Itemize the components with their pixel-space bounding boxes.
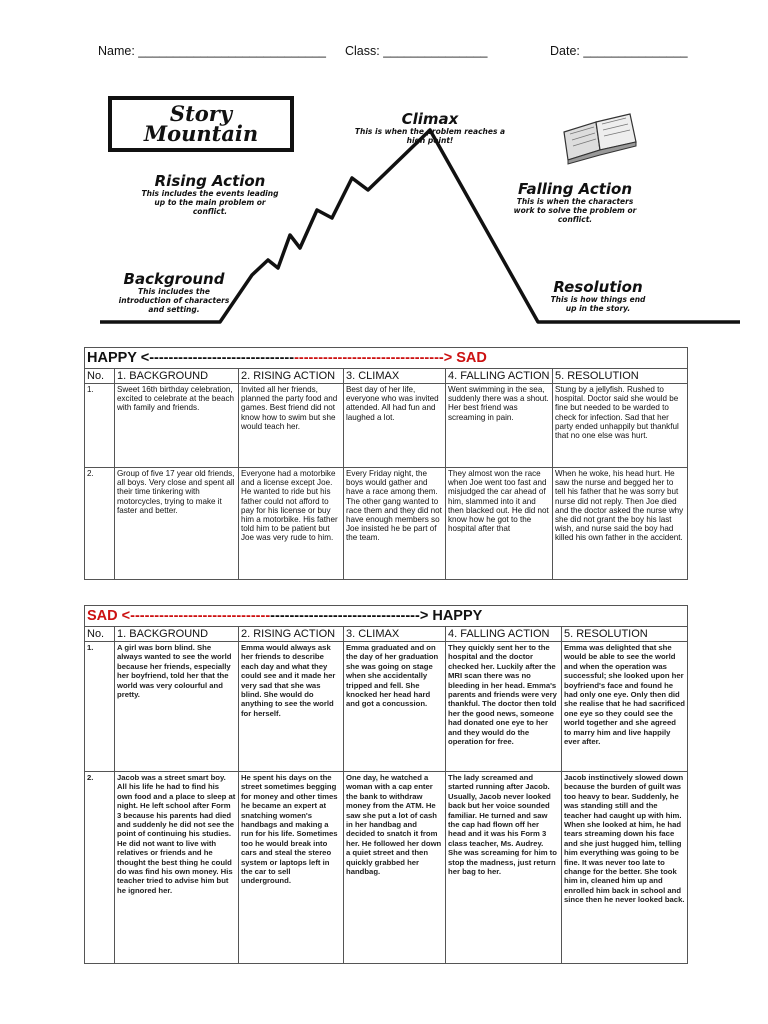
header-fields (0, 44, 768, 66)
name-field: Name: ___________________________ (98, 44, 326, 58)
col-header-falling: 4. FALLING ACTION (446, 627, 562, 642)
col-header-climax: 3. CLIMAX (344, 627, 446, 642)
falling-description: This is when the characters work to solve the problem or conflict. (513, 197, 637, 224)
stage-background (118, 272, 230, 314)
col-header-background: 1. BACKGROUND (115, 627, 239, 642)
cell-background: Sweet 16th birthday celebration, excited to celebrate at the beach with family and friends. (115, 384, 239, 468)
cell-rising: Emma would always ask her friends to describe each day and what they could see and it made her very sad that she was blind. She would do anything to see the world for herself. (239, 642, 344, 772)
table-header-row (85, 369, 688, 384)
col-header-rising: 2. RISING ACTION (239, 369, 344, 384)
climax-heading: Climax (401, 110, 459, 128)
cell-climax: Emma graduated and on the day of her graduation she was going on stage when she accidentally tripped and fell. She knocked her head hard and got a concussion. (344, 642, 446, 772)
stage-resolution (548, 280, 648, 313)
cell-climax: Best day of her life, everyone who was invited attended. All had fun and laughed a lot. (344, 384, 446, 468)
diagram-title: Story Mountain (108, 96, 294, 152)
stage-climax (350, 112, 510, 145)
cell-resolution: Stung by a jellyfish. Rushed to hospital. Doctor said she would be fine but needed to be warded to check for infection. Sad that her party ended unhappily but thankful that no one else was hurt. (553, 384, 688, 468)
mood-bar: HAPPY <-------------------------------------------------------------> SAD (85, 348, 688, 369)
background-heading: Background (123, 270, 225, 288)
mood-bar: SAD <------------------------------------------------------------> HAPPY (85, 606, 688, 627)
cell-falling: They almost won the race when Joe went too fast and misjudged the car ahead of him, slammed into it and then blacked out. He did not know how he got to the hospital after that (446, 468, 553, 580)
resolution-description: This is how things end up in the story. (550, 295, 646, 313)
col-header-no: No. (85, 627, 115, 642)
col-header-climax: 3. CLIMAX (344, 369, 446, 384)
col-header-resolution: 5. RESOLUTION (553, 369, 688, 384)
story-mountain-diagram (100, 90, 740, 338)
climax-description: This is when the problem reaches a high point! (354, 127, 506, 145)
cell-falling: The lady screamed and started running after Jacob. Usually, Jacob never looked back but her voice sounded familiar. He turned and saw the cap had flown off her head and it was his Form 3 class teacher, Ms. Audrey. She was screaming for him to stop the madness, just return her bag to her. (446, 772, 562, 964)
class-field: Class: _______________ (345, 44, 488, 58)
table-row (85, 384, 688, 468)
cell-background: Jacob was a street smart boy. All his life he had to find his own food and a place to sleep at night. He left school after Form 3 because his parents had died and suddenly he did not see the point of continuing his studies. He did not want to live with relatives or friends and he thought the best thing he could do was find his own money. His teacher tried to advise him but he ignored her. (115, 772, 239, 964)
background-description: This includes the introduction of characters and setting. (118, 287, 230, 314)
cell-resolution: When he woke, his head hurt. He saw the nurse and begged her to tell his father that he was sorry but nurse did not reply. Then Joe died and the doctor asked the nurse why she did not grant the boy his last wish, and nurse said the boy had killed his own father in the accident. (553, 468, 688, 580)
table-row (85, 642, 688, 772)
col-header-no: No. (85, 369, 115, 384)
cell-background: Group of five 17 year old friends, all boys. Very close and spent all their time tinkering with motorcycles, trying to make it faster and better. (115, 468, 239, 580)
open-book-icon (560, 110, 640, 165)
mood-label-sad: SAD (87, 608, 118, 624)
row-number: 1. (85, 384, 115, 468)
rising-description: This includes the events leading up to the main problem or conflict. (141, 189, 279, 216)
cell-rising: He spent his days on the street sometimes begging for money and other times he became an expert at snatching women's handbags and making a run for his life. Sometimes too he would break into cars and steal the stereo system or laptops left in the car to sell underground. (239, 772, 344, 964)
cell-resolution: Jacob instinctively slowed down because the burden of guilt was too heavy to bear. Suddenly, he was standing still and the teacher had caught up with him. When she looked at him, he had tears streaming down his face and she just hugged him, telling him everything was going to be fine. It was never too late to change for the better. She took him in, cleaned him up and enrolled him back in school and since then he never looked back. (562, 772, 688, 964)
story-table-happy-to-sad (84, 347, 688, 580)
falling-heading: Falling Action (517, 180, 633, 198)
col-header-resolution: 5. RESOLUTION (562, 627, 688, 642)
mood-label-happy: HAPPY (432, 608, 483, 624)
date-field: Date: _______________ (550, 44, 688, 58)
cell-falling: They quickly sent her to the hospital and the doctor checked her. Luckily after the MRI scan there was no bleeding in her head. Emma's parents and friends were very thankful. The doctor then told her the good news, someone had donated one eye to her and they would do the operation for free. (446, 642, 562, 772)
cell-climax: One day, he watched a woman with a cap enter the bank to withdraw money from the ATM. He saw she put a lot of cash in her handbag and decided to snatch it from her. He followed her down a quiet street and then quickly grabbed her handbag. (344, 772, 446, 964)
story-table-sad-to-happy (84, 605, 688, 964)
col-header-rising: 2. RISING ACTION (239, 627, 344, 642)
cell-falling: Went swimming in the sea, suddenly there was a shout. Her best friend was screaming in pain. (446, 384, 553, 468)
cell-climax: Every Friday night, the boys would gather and have a race among them. The other gang wanted to race them and they did not have enough members so Joe insisted he be part of the team. (344, 468, 446, 580)
resolution-heading: Resolution (553, 278, 643, 296)
cell-rising: Everyone had a motorbike and a license except Joe. He wanted to ride but his father could not afford to pay for his license or buy him a motorbike. His father told him to be patient but Joe was very rude to him. (239, 468, 344, 580)
mood-label-sad: SAD (456, 350, 487, 366)
cell-resolution: Emma was delighted that she would be able to see the world and when the operation was successful; she looked upon her boyfriend's face and found he had only one eye. Only then did she realise that he had sacrificed one eye so they could see the world together and she agreed to marry him and live happily ever after. (562, 642, 688, 772)
rising-heading: Rising Action (154, 172, 266, 190)
stage-rising (140, 174, 280, 216)
cell-background: A girl was born blind. She always wanted to see the world because her friends, especially her boyfriend, told her that the world was very colourful and pretty. (115, 642, 239, 772)
col-header-falling: 4. FALLING ACTION (446, 369, 553, 384)
table-row (85, 772, 688, 964)
row-number: 2. (85, 468, 115, 580)
row-number: 1. (85, 642, 115, 772)
table-header-row (85, 627, 688, 642)
row-number: 2. (85, 772, 115, 964)
stage-falling (510, 182, 640, 224)
col-header-background: 1. BACKGROUND (115, 369, 239, 384)
cell-rising: Invited all her friends, planned the party food and games. Best friend did not know how to swim but she would teach her. (239, 384, 344, 468)
table-row (85, 468, 688, 580)
